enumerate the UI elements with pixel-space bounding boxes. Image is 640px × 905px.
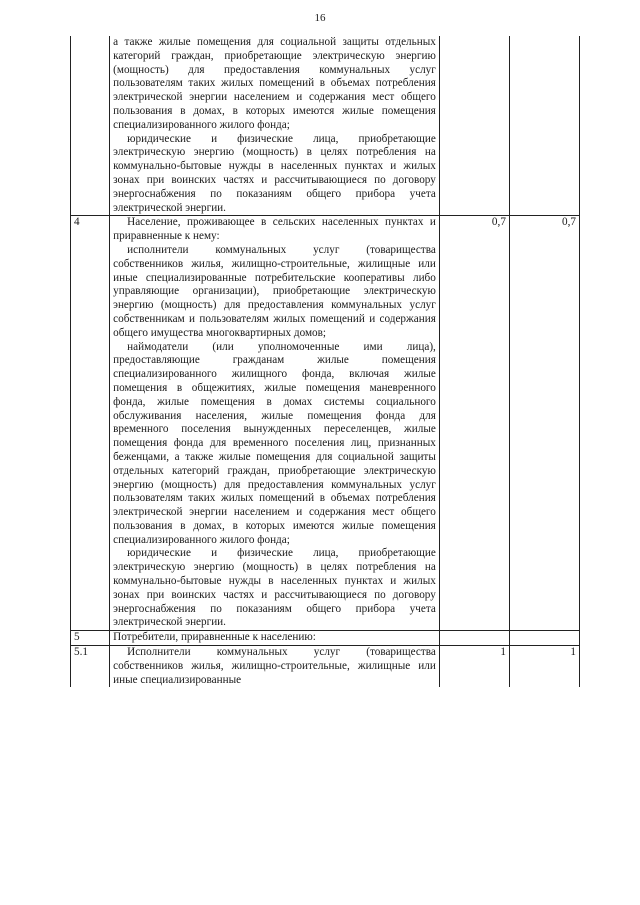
description-paragraph: Потребители, приравненные к населению: [113, 631, 316, 644]
row-description-cell [110, 631, 440, 646]
description-paragraph: Исполнители коммунальных услуг (товарищества собственников жилья, жилищно-строительные, жилищные или иные специализированные [113, 646, 436, 686]
row-description-cell [110, 646, 440, 688]
table-row [71, 631, 580, 646]
tariff-table-body [71, 36, 580, 687]
tariff-table [70, 36, 580, 687]
value-cell-1: 1 [439, 646, 509, 688]
description-paragraph: юридические и физические лица, приобретающие электрическую энергию (мощность) в целях потребления на коммунально-бытовые нужды в населенных пунктах и жилых зонах при воинских частях и рассчитывающиеся по договору энергоснабжения по показаниям общего прибора учета электрической энергии. [113, 132, 436, 214]
page-number: 16 [314, 12, 326, 24]
row-number-cell: 4 [71, 216, 110, 631]
value-cell-2: 0,7 [509, 216, 579, 631]
description-paragraph: Население, проживающее в сельских населенных пунктах и приравненные к нему: [113, 216, 436, 243]
description-paragraph: наймодатели (или уполномоченные ими лица), предоставляющие гражданам жилые помещения специализированного жилищного фонда, включая жилые помещения в общежитиях, жилые помещения маневренного фонда, жилые помещения в домах системы социального обслуживания населения, жилые помещения фонда для временного поселения вынужденных переселенцев, жилые помещения фонда для временного поселения лиц, признанных беженцами, а также жилые помещения для социальной защиты отдельных категорий граждан, приобретающие электрическую энергию (мощность) для предоставления коммунальных услуг пользователям таких жилых помещений в объемах потребления электрической энергии населением и содержания мест общего пользования в домах, в которых имеются жилые помещения специализированного жилого фонда; [113, 340, 436, 546]
value-cell-2 [509, 36, 579, 216]
value-cell-1: 0,7 [439, 216, 509, 631]
description-paragraph: юридические и физические лица, приобретающие электрическую энергию (мощность) в целях потребления на коммунально-бытовые нужды в населенных пунктах и жилых зонах при воинских частях и рассчитывающиеся по договору энергоснабжения по показаниям общего прибора учета электрической энергии. [113, 547, 436, 629]
description-paragraph: исполнители коммунальных услуг (товарищества собственников жилья, жилищно-строительные, жилищные или иные специализированные потребительские кооперативы либо управляющие организации), приобретающие электрическую энергию (мощность) для предоставления коммунальных услуг собственникам и пользователям жилых помещений и содержания общего имущества многоквартирных домов; [113, 243, 436, 339]
row-number-cell: 5 [71, 631, 110, 646]
row-description-cell [110, 36, 440, 216]
table-row [71, 646, 580, 688]
table-row [71, 36, 580, 216]
row-description-cell [110, 216, 440, 631]
value-cell-1 [439, 36, 509, 216]
description-paragraph: а также жилые помещения для социальной защиты отдельных категорий граждан, приобретающие электрическую энергию (мощность) для предоставления коммунальных услуг пользователям таких жилых помещений в объемах потребления электрической энергии населением и содержания мест общего пользования в домах, в которых имеются жилые помещения специализированного жилого фонда; [113, 36, 436, 131]
value-cell-2: 1 [509, 646, 579, 688]
table-row [71, 216, 580, 631]
value-cell-2 [509, 631, 579, 646]
row-number-cell: 5.1 [71, 646, 110, 688]
row-number-cell [71, 36, 110, 216]
value-cell-1 [439, 631, 509, 646]
